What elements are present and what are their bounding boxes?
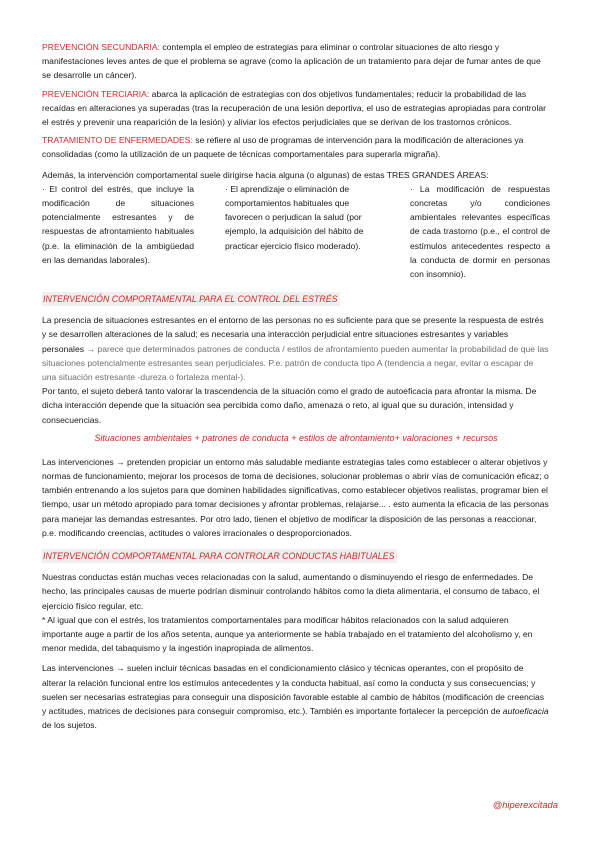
area-habitos-salud: · El aprendizaje o eliminación de comportamientos habituales que favorecen o perjudican la salud (por ejemplo, la adquisición del hábito de practicar ejercicio físico moderado). [225,183,364,251]
paragraph-nuestras-conductas: Nuestras conductas están muchas veces relacionadas con la salud, aumentando o disminuyendo el riesgo de enfermedades. De hecho, las principales causas de muerte podrían disminuir controlando hábitos como la dieta alimentaria, el consumo de tabaco, el ejercicio físico regular, etc. [42,572,540,611]
definition-text: contempla el empleo de estrategias para eliminar o controlar situaciones de alto riesgo y manifestaciones leves antes de que el problema se agrave (como la aplicación de un tratamiento para dejar de fumar antes de que se desarrolle un cáncer). [42,42,541,81]
paragraph-presencia-situaciones [42,313,550,384]
definition-text: se refiere al uso de programas de intervención para la modificación de alteraciones ya consolidadas (como la utilización de un paquete de técnicas comportamentales para superarla migraña). [42,135,524,160]
paragraph-intervenciones-habitos [42,661,550,732]
paragraph-al-igual-estres: * Al igual que con el estrés, los tratamientos comportamentales para modificar hábitos relacionados con la salud adquieren importante auge a partir de los años setenta, aunque ya anteriormente se había trabajado en el tratamiento del alcoholismo y, en menor medida, del tabaquismo y la ingestión inapropiada de alimentos. [42,614,533,654]
heading-conductas-habituales: INTERVENCIÓN COMPORTAMENTAL PARA CONTROLAR CONDUCTAS HABITUALES [42,549,397,563]
paragraph-text-end: de los sujetos. [42,720,97,731]
emphasis-autoeficacia: autoeficacia [502,705,549,716]
paragraph-tratamiento [42,133,550,161]
paragraph-prevencion-terciaria [42,87,550,130]
heading-control-estres: INTERVENCIÓN COMPORTAMENTAL PARA EL CONTROL DEL ESTRÉS [42,292,340,306]
paragraph-intervenciones-estres: Las intervenciones → pretenden propiciar un entorno más saludable mediante estrategias tales como establecer o alterar objetivos y normas de funcionamiento, mejorar los procesos de toma de decisiones, solucionar problemas o abrir vías de comunicación eficaz; o también entrenando a los sujetos para que dominen habilidades significativas, como establecer objetivos realistas, programar bien el tiempo, usar un método apropiado para tomar decisiones y afrontar problemas, relajarse... . esto aumenta la eficacia de las personas para manejar las demandas estresantes. Por otro lado, tienen el objetivo de modificar la disposición de las personas a reaccionar, p.e. modificando creencias, actitudes o valores irracionales o desproporcionados. [42,456,549,538]
paragraph-prevencion-secundaria [42,40,550,83]
term-tratamiento-enfermedades: TRATAMIENTO DE ENFERMEDADES: [42,135,193,146]
area-control-estres: · El control del estrés, que incluye la modificación de situaciones potencialmente estresantes y de respuestas de afrontamiento habituales (p.e. la eliminación de la ambigüedad en las demandas laborales). [42,183,194,265]
area-respuestas-concretas: · La modificación de respuestas concretas y/o condiciones ambientales relevantes específicas de cada trastorno (p.e., el control de estímulos antecedentes respecto a la conducta de dormir en personas con insomnio). [410,183,550,280]
term-prevencion-secundaria: PREVENCIÓN SECUNDARIA: [42,42,160,52]
definition-text: abarca la aplicación de estrategias con dos objetivos fundamentales; reducir la probabilidad de las recaídas en alteraciones ya superadas (tras la recuperación de una lesión deportiva, el uso de estrategias apropiadas para controlar el estrés y prevenir una reaparición de la lesión) y aliviar los efectos perjudiciales que se derivan de los trastornos crónicos. [42,88,546,128]
document-page [42,40,550,732]
paragraph-text: La presencia de situaciones estresantes en el entorno de las personas no es suficiente para que se presente la respuesta de estrés y se desarrollen alteraciones de la salud; es necesaria una interacción perjudicial entre situaciones estresantes y variables personales [42,315,544,354]
areas-columns [42,182,550,281]
areas-intro: Además, la intervención comportamental suele dirigirse hacia alguna (o algunas) de estas TRES GRANDES ÁREAS: [42,169,489,180]
paragraph-text: Las intervenciones → suelen incluir técnicas basadas en el condicionamiento clásico y técnicas operantes, con el propósito de alterar la relación funcional entre los estímulos antecedentes y la conducta habitual, así como la conducta y sus consecuencias; y suelen ser necesarias estrategias para conseguir una disposición favorable estable al cambio de hábitos (modificación de creencias y actitudes, matrices de decisiones para conseguir compromiso, etc.). También es importante fortalecer la percepción de [42,663,545,716]
paragraph-por-tanto: Por tanto, el sujeto deberá tanto valorar la trascendencia de la situación como el grado de autoeficacia para afrontar la misma. De dicha interacción depende que la situación sea percibida como daño, amenaza o reto, al igual que su duración, intensidad y consecuencias. [42,386,537,425]
gray-note: → parece que determinados patrones de conducta / estilos de afrontamiento pueden aumentar la probabilidad de que las situaciones potencialmente estresantes sean perjudiciales. P.e. patrón de conducta tipo A (tendencia a negar, evitar o escapar de una situación estresante -dureza o fortaleza mental-). [42,343,549,383]
formula-line: Situaciones ambientales + patrones de conducta + estilos de afrontamiento+ valoraciones + recursos [94,432,498,443]
term-prevencion-terciaria: PREVENCIÓN TERCIARIA: [42,88,150,99]
signature: @hiperexcitada [492,799,558,810]
